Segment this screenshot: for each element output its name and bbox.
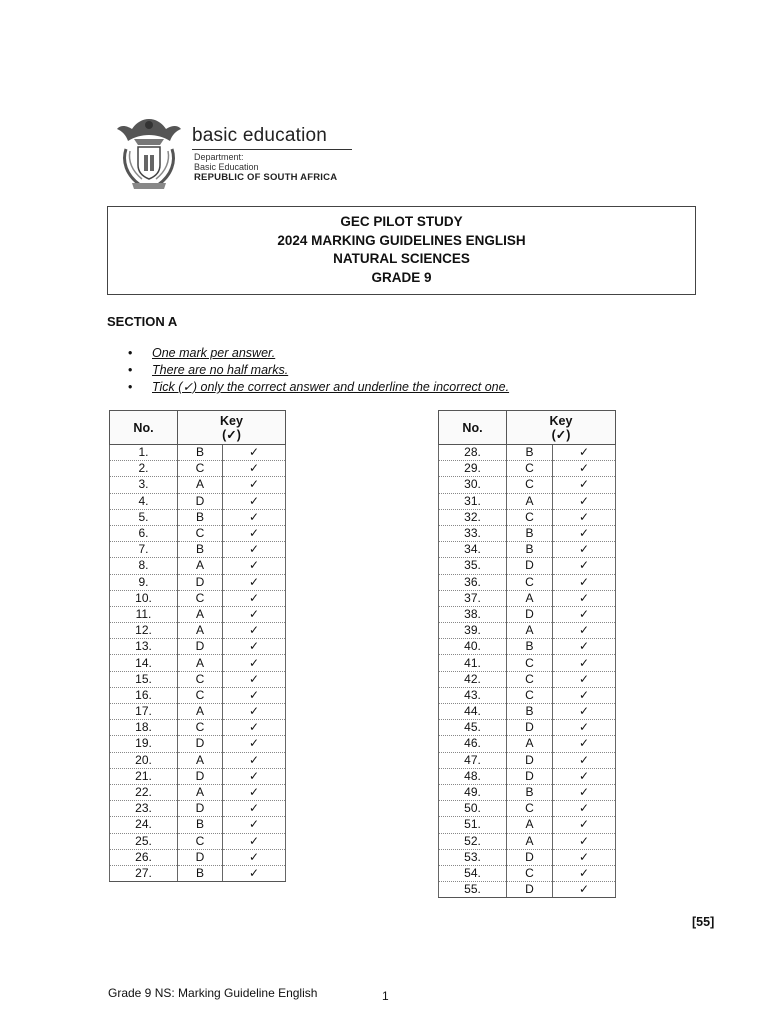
total-marks: [55]	[692, 915, 715, 929]
question-number: 10.	[110, 590, 178, 606]
brand-country: REPUBLIC OF SOUTH AFRICA	[194, 172, 338, 183]
answer-key: C	[178, 525, 223, 541]
tick-icon: ✓	[553, 784, 616, 800]
answer-key: A	[178, 704, 223, 720]
table-row	[439, 671, 616, 687]
table-row	[110, 542, 286, 558]
table-row	[439, 639, 616, 655]
table-row	[110, 784, 286, 800]
table-row	[439, 704, 616, 720]
table-row	[110, 768, 286, 784]
tick-icon: ✓	[223, 542, 286, 558]
question-number: 52.	[439, 833, 507, 849]
tick-icon: ✓	[223, 687, 286, 703]
answer-key: B	[178, 865, 223, 881]
answer-key: D	[507, 882, 553, 898]
question-number: 46.	[439, 736, 507, 752]
table-row	[110, 655, 286, 671]
tick-icon: ✓	[223, 574, 286, 590]
tick-icon: ✓	[553, 493, 616, 509]
table-row	[110, 606, 286, 622]
tick-icon: ✓	[553, 833, 616, 849]
table-row	[439, 687, 616, 703]
table-row	[110, 558, 286, 574]
table-row	[439, 736, 616, 752]
answer-key: A	[178, 477, 223, 493]
south-africa-coat-of-arms-icon	[114, 115, 184, 191]
question-number: 17.	[110, 704, 178, 720]
question-number: 5.	[110, 509, 178, 525]
question-number: 21.	[110, 768, 178, 784]
question-number: 26.	[110, 849, 178, 865]
tick-icon: ✓	[553, 525, 616, 541]
table-row	[110, 477, 286, 493]
answer-key: A	[178, 606, 223, 622]
tick-icon: ✓	[553, 606, 616, 622]
question-number: 8.	[110, 558, 178, 574]
table-row	[110, 752, 286, 768]
page-number: 1	[382, 989, 389, 1003]
question-number: 4.	[110, 493, 178, 509]
table-row	[439, 623, 616, 639]
question-number: 36.	[439, 574, 507, 590]
answer-key: C	[507, 509, 553, 525]
question-number: 48.	[439, 768, 507, 784]
tick-icon: ✓	[553, 704, 616, 720]
table-row	[439, 801, 616, 817]
question-number: 16.	[110, 687, 178, 703]
answer-key: D	[507, 558, 553, 574]
column-header-key: Key (✓)	[178, 411, 286, 445]
tick-icon: ✓	[553, 865, 616, 881]
table-row	[439, 817, 616, 833]
tick-icon: ✓	[223, 704, 286, 720]
question-number: 42.	[439, 671, 507, 687]
tick-icon: ✓	[223, 477, 286, 493]
answer-key: D	[507, 849, 553, 865]
answer-key: D	[507, 606, 553, 622]
table-row	[110, 849, 286, 865]
tick-icon: ✓	[223, 655, 286, 671]
title-line-guidelines: 2024 MARKING GUIDELINES ENGLISH	[277, 232, 526, 248]
question-number: 35.	[439, 558, 507, 574]
question-number: 38.	[439, 606, 507, 622]
table-row	[439, 752, 616, 768]
question-number: 37.	[439, 590, 507, 606]
table-row	[439, 461, 616, 477]
answer-key: B	[178, 509, 223, 525]
table-row	[439, 655, 616, 671]
question-number: 18.	[110, 720, 178, 736]
tick-icon: ✓	[223, 671, 286, 687]
answer-key: C	[507, 655, 553, 671]
tick-icon: ✓	[553, 849, 616, 865]
table-row	[439, 445, 616, 461]
table-row	[110, 493, 286, 509]
answer-key: B	[178, 445, 223, 461]
question-number: 19.	[110, 736, 178, 752]
tick-icon: ✓	[553, 623, 616, 639]
answer-key: C	[178, 590, 223, 606]
answer-key: C	[507, 574, 553, 590]
answer-key: C	[507, 671, 553, 687]
tick-icon: ✓	[553, 817, 616, 833]
table-row	[110, 704, 286, 720]
answer-key: A	[178, 784, 223, 800]
table-row	[439, 509, 616, 525]
table-row	[110, 671, 286, 687]
table-row	[439, 833, 616, 849]
table-row	[110, 817, 286, 833]
tick-icon: ✓	[553, 542, 616, 558]
table-row	[439, 784, 616, 800]
rule-item: • Tick (✓) only the correct answer and underline the incorrect one.	[128, 380, 510, 394]
question-number: 45.	[439, 720, 507, 736]
tick-icon: ✓	[223, 849, 286, 865]
tick-icon: ✓	[223, 590, 286, 606]
answer-table-left	[109, 410, 286, 882]
answer-key: D	[507, 720, 553, 736]
table-row	[110, 445, 286, 461]
brand-divider	[192, 149, 352, 150]
department-logo	[112, 115, 372, 195]
table-row	[439, 558, 616, 574]
tick-icon: ✓	[223, 768, 286, 784]
bullet-icon: •	[128, 380, 133, 394]
tick-icon: ✓	[223, 623, 286, 639]
table-row	[110, 687, 286, 703]
answer-key: D	[178, 849, 223, 865]
title-line-grade: GRADE 9	[371, 269, 432, 285]
tick-icon: ✓	[223, 752, 286, 768]
tick-icon: ✓	[553, 801, 616, 817]
question-number: 50.	[439, 801, 507, 817]
tick-icon: ✓	[553, 509, 616, 525]
question-number: 40.	[439, 639, 507, 655]
table-row	[110, 525, 286, 541]
table-row	[439, 493, 616, 509]
question-number: 22.	[110, 784, 178, 800]
answer-key: B	[507, 445, 553, 461]
question-number: 2.	[110, 461, 178, 477]
question-number: 55.	[439, 882, 507, 898]
answer-key: A	[507, 493, 553, 509]
question-number: 13.	[110, 639, 178, 655]
table-row	[439, 882, 616, 898]
table-row	[439, 720, 616, 736]
answer-key: C	[507, 461, 553, 477]
answer-key: D	[178, 768, 223, 784]
question-number: 43.	[439, 687, 507, 703]
table-row	[110, 639, 286, 655]
answer-key: C	[507, 865, 553, 881]
question-number: 39.	[439, 623, 507, 639]
table-row	[439, 525, 616, 541]
answer-key: B	[178, 817, 223, 833]
tick-icon: ✓	[223, 817, 286, 833]
tick-icon: ✓	[553, 768, 616, 784]
answer-key: A	[507, 817, 553, 833]
answer-key: A	[178, 655, 223, 671]
answer-key: A	[507, 623, 553, 639]
brand-department-name: Basic Education	[194, 162, 259, 172]
brand-department-label: Department:	[194, 152, 244, 162]
table-row	[439, 477, 616, 493]
question-number: 44.	[439, 704, 507, 720]
title-line-study: GEC PILOT STUDY	[340, 214, 463, 229]
tick-icon: ✓	[553, 461, 616, 477]
tick-icon: ✓	[553, 574, 616, 590]
answer-key: D	[507, 752, 553, 768]
table-row	[110, 574, 286, 590]
question-number: 31.	[439, 493, 507, 509]
answer-key: B	[507, 784, 553, 800]
tick-icon: ✓	[553, 590, 616, 606]
question-number: 33.	[439, 525, 507, 541]
answer-key: B	[507, 542, 553, 558]
answer-key: C	[178, 671, 223, 687]
table-row	[439, 542, 616, 558]
bullet-icon: •	[128, 363, 133, 377]
table-row	[439, 849, 616, 865]
table-row	[110, 736, 286, 752]
tick-icon: ✓	[553, 655, 616, 671]
tick-icon: ✓	[223, 493, 286, 509]
tick-icon: ✓	[553, 558, 616, 574]
question-number: 27.	[110, 865, 178, 881]
answer-key: A	[507, 736, 553, 752]
question-number: 54.	[439, 865, 507, 881]
answer-table-right	[438, 410, 616, 898]
question-number: 12.	[110, 623, 178, 639]
marking-rules-list	[128, 345, 509, 396]
tick-icon: ✓	[223, 525, 286, 541]
brand-title: basic education	[192, 125, 328, 146]
answer-key: A	[178, 752, 223, 768]
answer-rows-left	[110, 445, 286, 882]
table-row	[439, 865, 616, 881]
question-number: 11.	[110, 606, 178, 622]
table-row	[110, 509, 286, 525]
question-number: 30.	[439, 477, 507, 493]
answer-key: D	[178, 574, 223, 590]
question-number: 53.	[439, 849, 507, 865]
answer-rows-right	[439, 445, 616, 898]
tick-icon: ✓	[223, 784, 286, 800]
answer-key: D	[178, 801, 223, 817]
tick-icon: ✓	[553, 445, 616, 461]
answer-key: A	[507, 833, 553, 849]
question-number: 6.	[110, 525, 178, 541]
answer-key: A	[178, 623, 223, 639]
question-number: 1.	[110, 445, 178, 461]
answer-key: B	[507, 704, 553, 720]
question-number: 47.	[439, 752, 507, 768]
answer-key: D	[178, 493, 223, 509]
tick-icon: ✓	[223, 461, 286, 477]
answer-key: C	[507, 801, 553, 817]
answer-key: C	[507, 687, 553, 703]
question-number: 3.	[110, 477, 178, 493]
table-row	[110, 590, 286, 606]
question-number: 32.	[439, 509, 507, 525]
tick-icon: ✓	[553, 720, 616, 736]
answer-key: C	[178, 687, 223, 703]
answer-key: A	[178, 558, 223, 574]
tick-icon: ✓	[553, 736, 616, 752]
column-header-number: No.	[439, 411, 507, 445]
table-row	[439, 606, 616, 622]
document-title-box	[107, 206, 696, 295]
rule-item: • There are no half marks.	[128, 363, 289, 377]
question-number: 20.	[110, 752, 178, 768]
table-row	[439, 768, 616, 784]
table-row	[439, 574, 616, 590]
tick-icon: ✓	[553, 671, 616, 687]
tick-icon: ✓	[223, 558, 286, 574]
table-row	[110, 801, 286, 817]
question-number: 51.	[439, 817, 507, 833]
column-header-key: Key (✓)	[507, 411, 616, 445]
tick-icon: ✓	[223, 445, 286, 461]
question-number: 15.	[110, 671, 178, 687]
answer-key: B	[507, 525, 553, 541]
answer-key: B	[507, 639, 553, 655]
answer-key: D	[507, 768, 553, 784]
answer-key: A	[507, 590, 553, 606]
tick-icon: ✓	[553, 687, 616, 703]
table-row	[110, 833, 286, 849]
question-number: 49.	[439, 784, 507, 800]
rule-item: • One mark per answer.	[128, 346, 276, 360]
answer-key: C	[178, 461, 223, 477]
footer-text: Grade 9 NS: Marking Guideline English	[108, 986, 318, 1000]
tick-icon: ✓	[553, 882, 616, 898]
tick-icon: ✓	[553, 752, 616, 768]
answer-key: D	[178, 639, 223, 655]
table-row	[110, 865, 286, 881]
answer-key: D	[178, 736, 223, 752]
answer-key: C	[507, 477, 553, 493]
tick-icon: ✓	[223, 509, 286, 525]
question-number: 24.	[110, 817, 178, 833]
question-number: 9.	[110, 574, 178, 590]
bullet-icon: •	[128, 346, 133, 360]
answer-key: C	[178, 833, 223, 849]
tick-icon: ✓	[223, 865, 286, 881]
table-row	[110, 461, 286, 477]
table-row	[439, 590, 616, 606]
column-header-number: No.	[110, 411, 178, 445]
question-number: 34.	[439, 542, 507, 558]
question-number: 23.	[110, 801, 178, 817]
tick-icon: ✓	[223, 639, 286, 655]
question-number: 7.	[110, 542, 178, 558]
question-number: 25.	[110, 833, 178, 849]
section-heading: SECTION A	[107, 314, 178, 329]
tick-icon: ✓	[223, 720, 286, 736]
title-line-subject: NATURAL SCIENCES	[333, 251, 470, 266]
question-number: 41.	[439, 655, 507, 671]
question-number: 29.	[439, 461, 507, 477]
question-number: 28.	[439, 445, 507, 461]
tick-icon: ✓	[553, 639, 616, 655]
tick-icon: ✓	[553, 477, 616, 493]
table-row	[110, 720, 286, 736]
answer-key: B	[178, 542, 223, 558]
answer-key: C	[178, 720, 223, 736]
question-number: 14.	[110, 655, 178, 671]
tick-icon: ✓	[223, 833, 286, 849]
tick-icon: ✓	[223, 736, 286, 752]
tick-icon: ✓	[223, 606, 286, 622]
tick-icon: ✓	[223, 801, 286, 817]
table-row	[110, 623, 286, 639]
